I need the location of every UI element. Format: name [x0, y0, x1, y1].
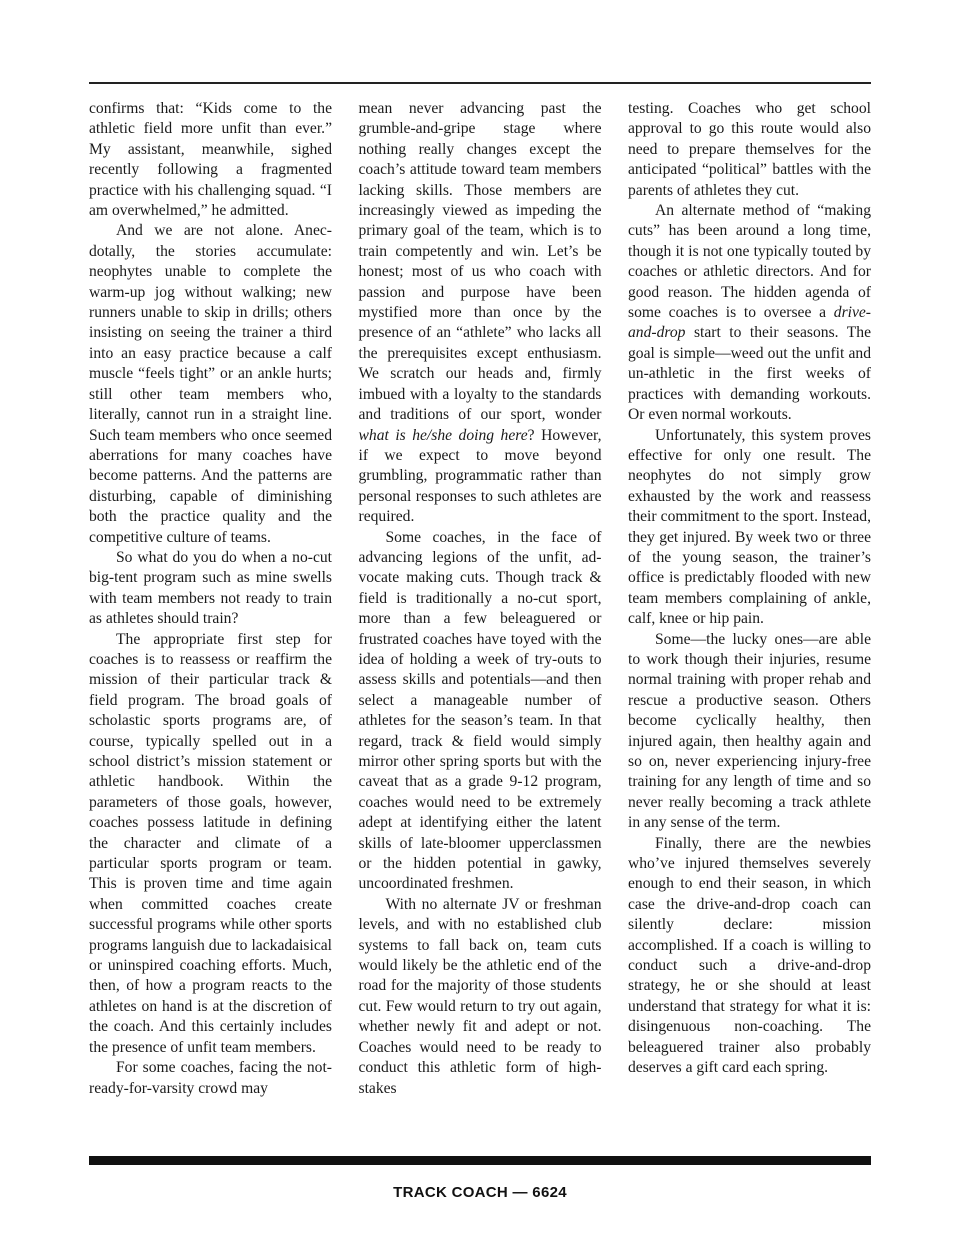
paragraph [628, 834, 871, 1079]
paragraph-text: For some coaches, facing the not-ready-for-varsity crowd may [89, 1059, 332, 1097]
paragraph [628, 99, 871, 201]
text-column-1 [89, 99, 332, 1147]
paragraph [89, 221, 332, 548]
paragraph-text: mean never advancing past the grumble-and-gripe stage where nothing really changes except the coach’s attitude toward team members lacking skills. Those members are increasingly viewed as impeding the primary goal of the team, which is to train competently and win. Let’s be honest; most of us who coach with passion and purpose have been mystified more than once by the presence of an “athlete” who lacks all the prerequisites except enthusiasm. We scratch our heads and, firmly imbued with a loyalty to the standards and traditions of our sport, wonder [358, 100, 602, 424]
text-column-3 [628, 99, 871, 1147]
page-footer: TRACK COACH — 6624 [393, 1184, 567, 1201]
paragraph-text: An alternate method of “making cuts” has been around a long time, though it is not one typically touted by coaches or athletic directors. And for good reason. The hidden agenda of some coaches is to oversee a [628, 202, 871, 322]
paragraph-text: testing. Coaches who get school approval to go this route would also need to prepare themselves for the anticipated “political” battles with the parents of athletes they cut. [628, 100, 871, 199]
paragraph-text: Some—the lucky ones—are able to work though their injuries, resume normal training with proper rehab and rescue a productive season. Others become cyclically healthy, then injured again, then healthy again and so on, never experiencing injury-free training for any length of time and so never really becoming a track athlete in any sense of the term. [628, 630, 871, 832]
top-rule [89, 82, 871, 84]
paragraph [628, 630, 871, 834]
paragraph-text: confirms that: “Kids come to the athletic field more unfit than ever.” My assistant, meanwhile, sighed recently following a fragmented practice with his challenging squad. “I am overwhelmed,” he admitted. [89, 100, 332, 220]
paragraph [359, 99, 602, 528]
paragraph-text: ? However, if we expect to move beyond grumbling, programmatic rather than personal responses to such athletes are required. [358, 426, 602, 526]
paragraph [89, 548, 332, 630]
paragraph-text: Finally, there are the newbies who’ve injured themselves severely enough to end their season, in which case the drive-and-drop coach can silently declare: mission accomplished. If a coach is willing to conduct such a drive-and-drop strategy, he or she should at least understand that strategy for what it is: disingenuous non-coaching. The beleaguered trainer also probably deserves a gift card each spring. [628, 834, 871, 1077]
paragraph [359, 528, 602, 895]
paragraph [89, 99, 332, 221]
paragraph [628, 426, 871, 630]
paragraph-text: start to their seasons. The goal is simple—weed out the unfit and un-athletic in the first weeks of practices with demanding workouts. Or even normal workouts. [628, 324, 871, 424]
text-column-2 [359, 99, 602, 1147]
paragraph [89, 1058, 332, 1099]
paragraph-text: With no alternate JV or freshman levels, and with no established club systems to fall back on, team cuts would likely be the athletic end of the road for the majority of those students cut. Few would return to try out again, whether newly fit and adept or not. Coaches would need to be ready to conduct this athletic form of high-stakes [358, 895, 602, 1097]
paragraph-text: So what do you do when a no-cut big-tent program such as mine swells with team members not ready to train as athletes should train? [89, 548, 332, 628]
paragraph [89, 630, 332, 1059]
bottom-rule [89, 1156, 871, 1165]
paragraph-text: The appropriate first step for coaches is to reassess or reaffirm the mission of their particular track & field program. The broad goals of scholastic sports programs are, of course, typically spelled out in a school district’s mission statement or athletic handbook. Within the parameters of those goals, however, coaches possess latitude in defining the character and climate of a particular sports program or team. This is proven time and time again when committed coaches create successful programs while other sports programs languish due to lackadaisical or uninspired coaching efforts. Much, then, of how a program reacts to the athletes on hand is at the discretion of the coach. And this certainly includes the presence of unfit team members. [89, 630, 332, 1056]
paragraph [359, 895, 602, 1099]
article-body [89, 99, 871, 1147]
paragraph-text: Unfortunately, this system proves effective for only one result. The neophytes do not simply grow exhausted by the work and reassess their commitment to the sport. Instead, they get injured. By week two or three of the young season, the trainer’s office is predictably flooded with new team members complaining of ankle, calf, knee or hip pain. [628, 426, 871, 628]
paragraph-text: And we are not alone. Anecdotally, the stories accumulate: neophytes unable to complete the warm-up jog without walking; new runners unable to skip in drills; others insisting on seeing the trainer a third into an easy practice because a calf muscle “feels tight” or an ankle hurts; still other team members who, literally, cannot run in a straight line. Such team members who once seemed aberrations for many coaches have become patterns. And the patterns are disturbing, capable of diminishing both the practice quality and the competitive culture of teams. [89, 222, 332, 546]
italic-text: what is he/she doing here [358, 426, 528, 444]
paragraph-text: Some coaches, in the face of advancing legions of the unfit, advocate making cuts. Though track & field is traditionally a no-cut sport, more than a few beleaguered or frustrated coaches have toyed with the idea of holding a week of try-outs to assess skills and potentials—and then select a manageable number of athletes for the season’s team. In that regard, track & field would simply mirror other spring sports but with the caveat that as a grade 9-12 program, coaches would need to be extremely adept at identifying either the latent skills of late-bloomer upperclassmen or the hidden potential in gawky, uncoordinated freshmen. [358, 528, 602, 893]
italic-text: drive-and-drop [628, 304, 871, 342]
paragraph [628, 201, 871, 425]
